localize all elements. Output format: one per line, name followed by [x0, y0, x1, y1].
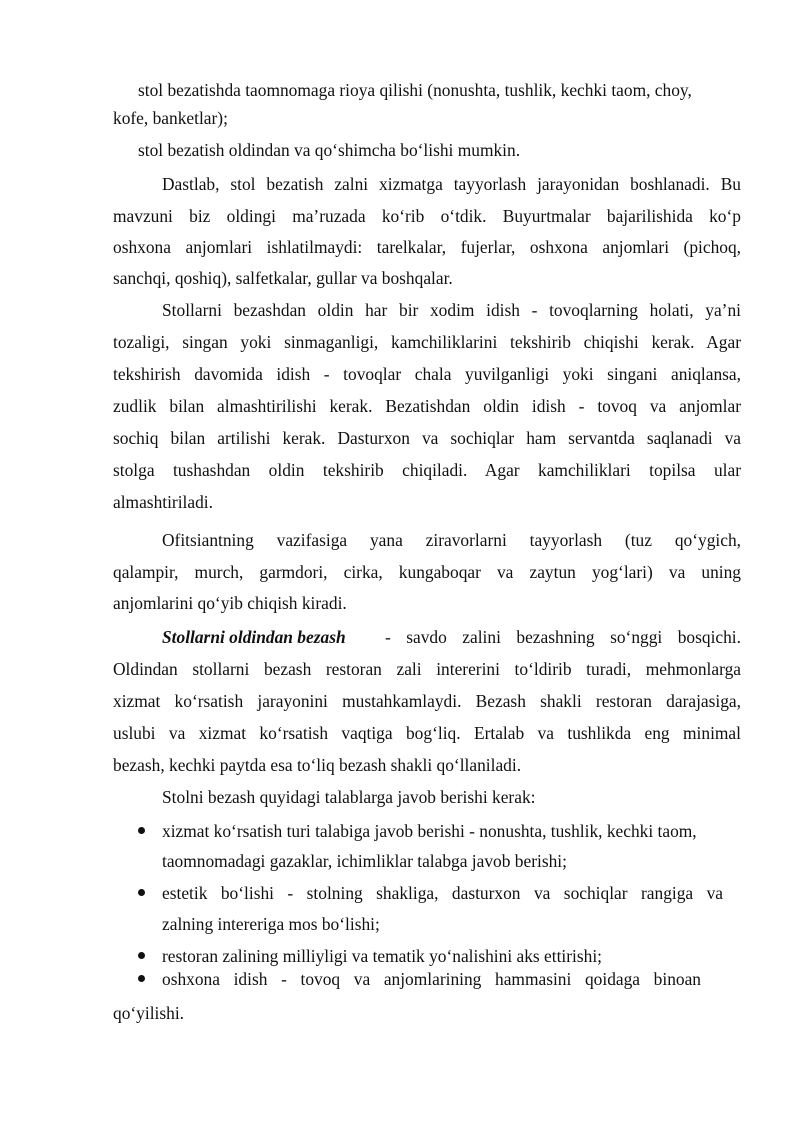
text-line: almashtiriladi. — [113, 492, 213, 512]
text-line: Stolni bezash quyidagi talablarga javob berishi kerak: — [162, 787, 536, 807]
text-line: oshxona anjomlari ishlatilmaydi: tarelkalar, fujerlar, oshxona anjomlari (pichoq, — [113, 237, 741, 257]
list-item: qo‘yilishi. — [113, 1003, 185, 1023]
text-line: Dastlab, stol bezatish zalni xizmatga tayyorlash jarayonidan boshlanadi. Bu — [162, 174, 741, 194]
bullet-icon — [138, 827, 145, 834]
text-line: anjomlarini qo‘yib chiqish kiradi. — [113, 593, 347, 613]
text-line: stol bezatishda taomnomaga rioya qilishi (nonushta, tushlik, kechki taom, choy, — [138, 80, 692, 100]
text-line: sochiq bilan artilishi kerak. Dasturxon va sochiqlar ham servantda saqlanadi va — [113, 428, 741, 448]
text-line: Oldindan stollarni bezash restoran zali intererini to‘ldirib turadi, mehmonlarga — [113, 659, 741, 679]
text-line: stolga tushashdan oldin tekshirib chiqiladi. Agar kamchiliklari topilsa ular — [113, 460, 741, 480]
text-line: tekshirish davomida idish - tovoqlar chala yuvilganligi yoki singani aniqlansa, — [113, 364, 741, 384]
text-line: qalampir, murch, garmdori, cirka, kungaboqar va zaytun yog‘lari) va uning — [113, 562, 741, 582]
text-line: sanchqi, qoshiq), salfetkalar, gullar va boshqalar. — [113, 268, 453, 288]
term-heading: Stollarni oldindan bezash — [162, 627, 346, 647]
text-line: xizmat ko‘rsatish jarayonini mustahkamlaydi. Bezash shakli restoran darajasiga, — [113, 691, 741, 711]
list-item: oshxona idish - tovoq va anjomlarining hammasini qoidaga binoan — [162, 969, 701, 989]
bullet-icon — [138, 952, 145, 959]
text-line: zudlik bilan almashtirilishi kerak. Bezatishdan oldin idish - tovoq va anjomlar — [113, 396, 741, 416]
bullet-icon — [138, 889, 145, 896]
text-line: stol bezatish oldindan va qo‘shimcha bo‘lishi mumkin. — [138, 140, 521, 160]
text-line: Stollarni bezashdan oldin har bir xodim idish - tovoqlarning holati, ya’ni — [162, 300, 741, 320]
text-line: uslubi va xizmat ko‘rsatish vaqtiga bog‘liq. Ertalab va tushlikda eng minimal — [113, 723, 741, 743]
bullet-icon — [138, 975, 145, 982]
text-line: tozaligi, singan yoki sinmaganligi, kamchiliklarini tekshirib chiqishi kerak. Agar — [113, 332, 741, 352]
list-item: restoran zalining milliyligi va tematik yo‘nalishini aks ettirishi; — [162, 946, 602, 966]
text-line: mavzuni biz oldingi ma’ruzada ko‘rib o‘tdik. Buyurtmalar bajarilishida ko‘p — [113, 206, 741, 226]
text-line: Ofitsiantning vazifasiga yana ziravorlarni tayyorlash (tuz qo‘ygich, — [162, 530, 741, 550]
list-item: taomnomadagi gazaklar, ichimliklar talabga javob berishi; — [162, 851, 567, 871]
list-item: estetik bo‘lishi - stolning shakliga, dasturxon va sochiqlar rangiga va — [162, 883, 723, 903]
text-line: kofe, banketlar); — [113, 108, 228, 128]
text-line: bezash, kechki paytda esa to‘liq bezash shakli qo‘llaniladi. — [113, 755, 522, 775]
text-line: - savdo zalini bezashning so‘nggi bosqichi. — [385, 627, 741, 647]
list-item: xizmat ko‘rsatish turi talabiga javob berishi - nonushta, tushlik, kechki taom, — [162, 821, 697, 841]
list-item: zalning intereriga mos bo‘lishi; — [162, 914, 380, 934]
